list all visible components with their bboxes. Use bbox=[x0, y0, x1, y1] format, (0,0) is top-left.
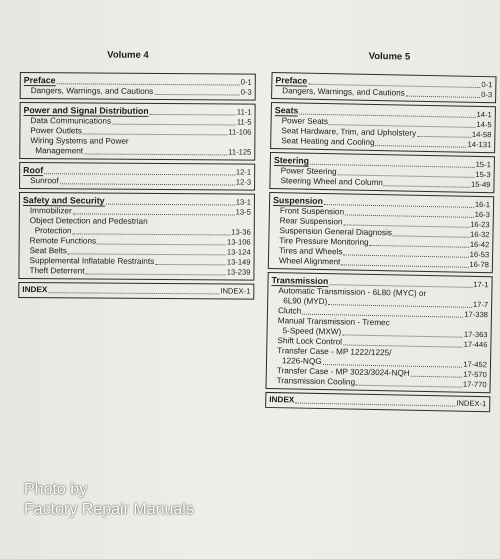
toc-page-number: 14-5 bbox=[476, 119, 492, 130]
leader-dots bbox=[406, 95, 480, 98]
toc-page-number: 0-3 bbox=[240, 87, 252, 97]
index-page: INDEX-1 bbox=[456, 398, 487, 409]
toc-label: Automatic Transmission - 6L80 (MYC) or bbox=[278, 286, 427, 299]
toc-section-block bbox=[18, 192, 255, 281]
toc-label: 1226-NQG bbox=[281, 356, 322, 367]
volume-4-title: Volume 4 bbox=[107, 49, 149, 61]
leader-dots bbox=[376, 144, 467, 148]
leader-dots bbox=[60, 182, 235, 185]
toc-section-block bbox=[271, 72, 496, 103]
toc-page-number: 13-106 bbox=[226, 237, 251, 247]
toc-page-number: 12-3 bbox=[235, 177, 252, 187]
leader-dots bbox=[384, 184, 470, 188]
toc-entry bbox=[24, 86, 252, 98]
toc-label: Transfer Case - MP 3023/3024-NQH bbox=[276, 366, 410, 378]
leader-dots bbox=[417, 135, 471, 138]
toc-label: Supplemental Inflatable Restraints bbox=[29, 256, 155, 266]
leader-dots bbox=[106, 203, 235, 206]
toc-label: Seat Belts bbox=[29, 246, 67, 256]
toc-page-number: 14-1 bbox=[476, 109, 492, 120]
toc-label: Protection bbox=[34, 226, 72, 236]
leader-dots bbox=[150, 113, 236, 116]
toc-label: Wiring Systems and Power bbox=[30, 136, 129, 146]
index-label: INDEX bbox=[22, 285, 48, 295]
leader-dots bbox=[85, 272, 225, 275]
toc-label: Steering bbox=[273, 155, 310, 166]
toc-page-number: 17-363 bbox=[463, 329, 488, 340]
volume-4-toc bbox=[18, 50, 256, 303]
leader-dots bbox=[57, 82, 240, 85]
toc-section-block bbox=[265, 272, 492, 393]
toc-page-number: 17-7 bbox=[472, 299, 489, 310]
leader-dots bbox=[112, 123, 236, 126]
toc-label: Power Outlets bbox=[30, 126, 82, 136]
toc-page-number: 16-1 bbox=[474, 199, 491, 210]
leader-dots bbox=[83, 132, 227, 135]
volume-5-title: Volume 5 bbox=[368, 50, 411, 63]
toc-page-number: 16-23 bbox=[470, 219, 490, 230]
volume-4-sections bbox=[18, 72, 255, 281]
toc-label: Transmission Cooling bbox=[276, 376, 356, 387]
toc-page-number: 0-3 bbox=[481, 90, 493, 100]
toc-page-number: 17-770 bbox=[462, 379, 487, 390]
toc-page-number: 14-131 bbox=[467, 139, 492, 150]
toc-label: Transmission bbox=[271, 275, 329, 287]
toc-page-number: 13-1 bbox=[235, 197, 251, 207]
toc-label: Suspension General Diagnosis bbox=[279, 226, 393, 238]
toc-label: Roof bbox=[23, 165, 44, 176]
volume-5-toc bbox=[265, 50, 497, 415]
leader-dots bbox=[393, 234, 469, 237]
leader-dots bbox=[295, 402, 455, 407]
toc-label: Power and Signal Distribution bbox=[23, 105, 149, 116]
toc-page-number: 16-78 bbox=[469, 259, 490, 270]
toc-label: Data Communications bbox=[30, 116, 112, 126]
toc-label: Front Suspension bbox=[279, 206, 345, 217]
index-page: INDEX-1 bbox=[220, 286, 251, 296]
toc-page-number: 13-5 bbox=[235, 207, 251, 217]
toc-label: 6L90 (MYD) bbox=[283, 296, 328, 307]
leader-dots bbox=[341, 263, 468, 267]
toc-page-number: 16-42 bbox=[469, 239, 490, 250]
toc-page-number: 13-239 bbox=[226, 267, 251, 277]
leader-dots bbox=[97, 243, 226, 246]
toc-entry bbox=[22, 266, 250, 278]
leader-dots bbox=[356, 384, 462, 388]
volume-5-sections bbox=[265, 72, 496, 393]
toc-label: Wheel Alignment bbox=[278, 256, 341, 267]
toc-page-number: 15-49 bbox=[470, 179, 491, 190]
photo-watermark bbox=[24, 480, 194, 520]
watermark-line-2: Factory Repair Manuals bbox=[24, 501, 194, 518]
toc-page-number: 13-36 bbox=[231, 227, 251, 237]
leader-dots bbox=[73, 212, 235, 215]
toc-page-number: 11-125 bbox=[228, 147, 252, 157]
volume-5-index-entry bbox=[265, 392, 490, 412]
toc-section-block bbox=[19, 162, 255, 191]
toc-page-number: 17-452 bbox=[463, 359, 488, 370]
toc-page-number: 13-149 bbox=[226, 257, 251, 267]
toc-page-number: 11-5 bbox=[236, 117, 252, 127]
toc-label: Clutch bbox=[277, 306, 302, 316]
toc-page-number: 11-1 bbox=[236, 107, 252, 117]
toc-section-block bbox=[269, 152, 495, 193]
toc-entry bbox=[23, 176, 251, 188]
toc-page-number: 12-1 bbox=[235, 167, 252, 177]
toc-label: Tire Pressure Monitoring bbox=[279, 236, 369, 247]
toc-label: Preface bbox=[23, 75, 56, 86]
toc-label: Safety and Security bbox=[22, 195, 105, 206]
leader-dots bbox=[84, 152, 227, 155]
toc-label: Suspension bbox=[273, 195, 324, 207]
toc-label: Transfer Case - MP 1222/1225/ bbox=[277, 346, 392, 358]
toc-page-number: 17-1 bbox=[473, 279, 489, 290]
toc-label: Object Detection and Pedestrian bbox=[29, 216, 148, 226]
toc-page-number: 13-124 bbox=[226, 247, 251, 257]
toc-page-number: 14-58 bbox=[471, 129, 492, 140]
toc-page-number: 15-3 bbox=[475, 169, 491, 180]
toc-section-block bbox=[19, 102, 255, 161]
toc-page-number: 16-32 bbox=[469, 229, 490, 240]
toc-label: Seat Hardware, Trim, and Upholstery bbox=[281, 126, 417, 138]
toc-label: Management bbox=[35, 146, 84, 156]
toc-label: Manual Transmission - Tremec bbox=[277, 316, 390, 328]
toc-label: Rear Suspension bbox=[279, 216, 343, 227]
leader-dots bbox=[68, 252, 226, 255]
index-label: INDEX bbox=[269, 395, 295, 405]
leader-dots bbox=[48, 291, 219, 294]
leader-dots bbox=[155, 263, 226, 265]
toc-label: Dangers, Warnings, and Cautions bbox=[282, 86, 405, 98]
toc-label: Seats bbox=[274, 105, 299, 116]
leader-dots bbox=[411, 375, 462, 378]
toc-label: Tires and Wheels bbox=[279, 246, 343, 257]
toc-label: Dangers, Warnings, and Cautions bbox=[30, 86, 154, 96]
toc-page-number: 11-106 bbox=[228, 127, 252, 137]
toc-label: Theft Deterrent bbox=[29, 266, 85, 276]
toc-page-number: 17-446 bbox=[463, 339, 488, 350]
toc-page-number: 17-570 bbox=[463, 369, 487, 380]
toc-label: Shift Lock Control bbox=[277, 336, 343, 347]
toc-label: 5-Speed (MXW) bbox=[282, 326, 342, 337]
toc-page-number: 15-1 bbox=[475, 159, 491, 170]
toc-label: Steering Wheel and Column bbox=[280, 176, 383, 188]
toc-page-number: 16-53 bbox=[469, 249, 490, 260]
toc-section-block bbox=[270, 102, 496, 153]
toc-label: Preface bbox=[275, 75, 308, 86]
toc-entry bbox=[23, 146, 251, 158]
toc-section-block bbox=[20, 72, 256, 101]
toc-label: Seat Heating and Cooling bbox=[281, 136, 375, 147]
toc-label: Power Steering bbox=[280, 166, 337, 177]
toc-label: Remote Functions bbox=[29, 236, 97, 246]
leader-dots bbox=[44, 172, 235, 175]
watermark-line-1: Photo by bbox=[24, 481, 88, 498]
leader-dots bbox=[73, 232, 231, 235]
toc-section-block bbox=[268, 192, 494, 273]
toc-label: Immobilizer bbox=[29, 206, 72, 216]
volume-4-index-entry bbox=[18, 282, 254, 300]
toc-page-number: 0-1 bbox=[240, 77, 252, 87]
toc-page-number: 0-1 bbox=[481, 80, 493, 90]
toc-page-number: 17-338 bbox=[464, 309, 489, 320]
toc-label: Power Seats bbox=[281, 116, 329, 127]
toc-page-number: 16-3 bbox=[474, 209, 490, 220]
toc-label: Sunroof bbox=[30, 176, 59, 186]
leader-dots bbox=[154, 93, 239, 96]
